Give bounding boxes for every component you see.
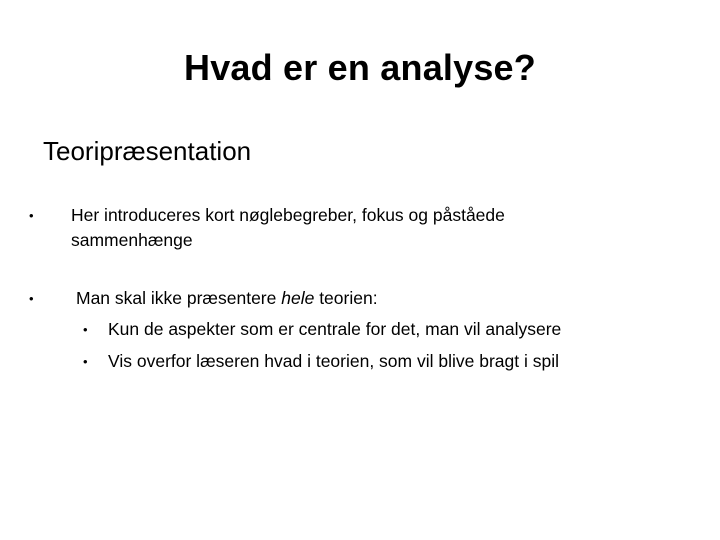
sub-bullet-text: Kun de aspekter som er centrale for det, man vil analysere [108, 319, 562, 339]
bullet-text-part: teorien: [314, 288, 378, 308]
bullet-text-part: Man skal ikke præsentere [76, 288, 282, 308]
sub-bullet-marker: • [83, 322, 88, 337]
sub-bullet-text: Vis overfor læseren hvad i teorien, som vil blive bragt i spil [108, 351, 559, 371]
bullet-marker: • [29, 291, 34, 306]
bullet-text: Her introduceres kort nøglebegreber, fokus og påståede sammenhænge [71, 205, 505, 250]
bullet-text [76, 286, 378, 311]
bullet-text-emphasis: hele [281, 288, 315, 308]
sub-bullet-marker: • [83, 354, 88, 369]
slide-subtitle: Teoripræsentation [43, 136, 252, 166]
bullet-marker: • [29, 208, 34, 223]
slide-title: Hvad er en analyse? [184, 47, 536, 88]
